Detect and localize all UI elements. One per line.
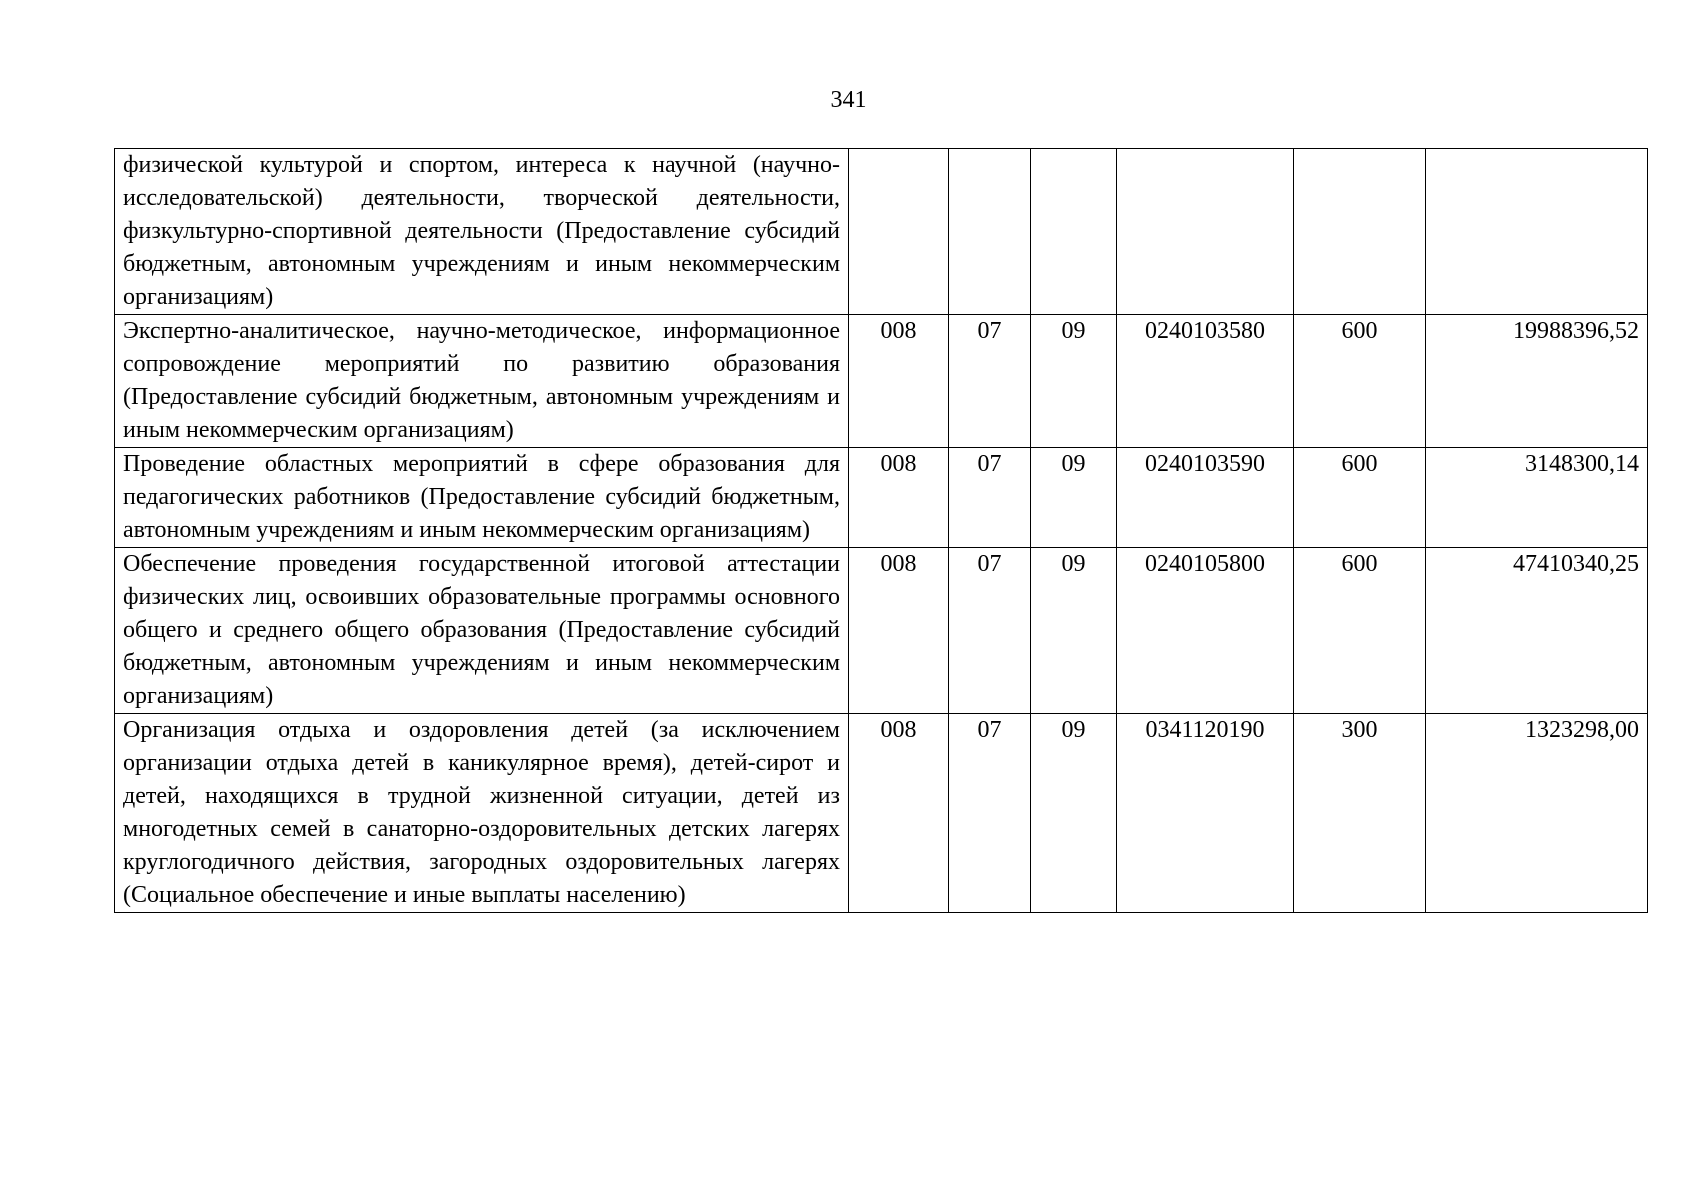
row-description: Проведение областных мероприятий в сфере образования для педагогических работников (Предоставление субсидий бюджетным, автономным учреждениям и иным некоммерческим организациям): [115, 448, 849, 548]
row-target-article-code: 0240105800: [1117, 548, 1294, 714]
row-subsection-code: 09: [1031, 548, 1117, 714]
row-expense-type-code: 300: [1294, 714, 1426, 913]
row-amount: 47410340,25: [1426, 548, 1648, 714]
row-subsection-code: [1031, 149, 1117, 315]
table-row: [115, 448, 1648, 548]
row-description: Обеспечение проведения государственной итоговой аттестации физических лиц, освоивших образовательные программы основного общего и среднего общего образования (Предоставление субсидий бюджетным, автономным учреждениям и иным некоммерческим организациям): [115, 548, 849, 714]
row-description: Организация отдыха и оздоровления детей (за исключением организации отдыха детей в каникулярное время), детей-сирот и детей, находящихся в трудной жизненной ситуации, детей из многодетных семей в санаторно-оздоровительных детских лагерях круглогодичного действия, загородных оздоровительных лагерях (Социальное обеспечение и иные выплаты населению): [115, 714, 849, 913]
row-amount: [1426, 149, 1648, 315]
row-expense-type-code: 600: [1294, 448, 1426, 548]
row-section-code: 07: [949, 448, 1031, 548]
row-amount: 1323298,00: [1426, 714, 1648, 913]
row-grbs-code: 008: [849, 714, 949, 913]
page-number: 341: [830, 87, 867, 113]
row-amount: 3148300,14: [1426, 448, 1648, 548]
row-grbs-code: 008: [849, 548, 949, 714]
row-section-code: [949, 149, 1031, 315]
row-section-code: 07: [949, 714, 1031, 913]
table-row: [115, 714, 1648, 913]
row-expense-type-code: 600: [1294, 315, 1426, 448]
row-target-article-code: [1117, 149, 1294, 315]
row-grbs-code: 008: [849, 315, 949, 448]
row-grbs-code: [849, 149, 949, 315]
row-target-article-code: 0240103590: [1117, 448, 1294, 548]
table-row: [115, 548, 1648, 714]
row-expense-type-code: 600: [1294, 548, 1426, 714]
table-row: [115, 315, 1648, 448]
row-target-article-code: 0240103580: [1117, 315, 1294, 448]
row-section-code: 07: [949, 315, 1031, 448]
row-subsection-code: 09: [1031, 315, 1117, 448]
row-grbs-code: 008: [849, 448, 949, 548]
row-description: Экспертно-аналитическое, научно-методическое, информационное сопровождение мероприятий по развитию образования (Предоставление субсидий бюджетным, автономным учреждениям и иным некоммерческим организациям): [115, 315, 849, 448]
row-subsection-code: 09: [1031, 448, 1117, 548]
row-expense-type-code: [1294, 149, 1426, 315]
row-subsection-code: 09: [1031, 714, 1117, 913]
row-amount: 19988396,52: [1426, 315, 1648, 448]
table-row: [115, 149, 1648, 315]
budget-table: [114, 148, 1648, 913]
row-section-code: 07: [949, 548, 1031, 714]
row-description: физической культурой и спортом, интереса к научной (научно-исследовательской) деятельности, творческой деятельности, физкультурно-спортивной деятельности (Предоставление субсидий бюджетным, автономным учреждениям и иным некоммерческим организациям): [115, 149, 849, 315]
row-target-article-code: 0341120190: [1117, 714, 1294, 913]
